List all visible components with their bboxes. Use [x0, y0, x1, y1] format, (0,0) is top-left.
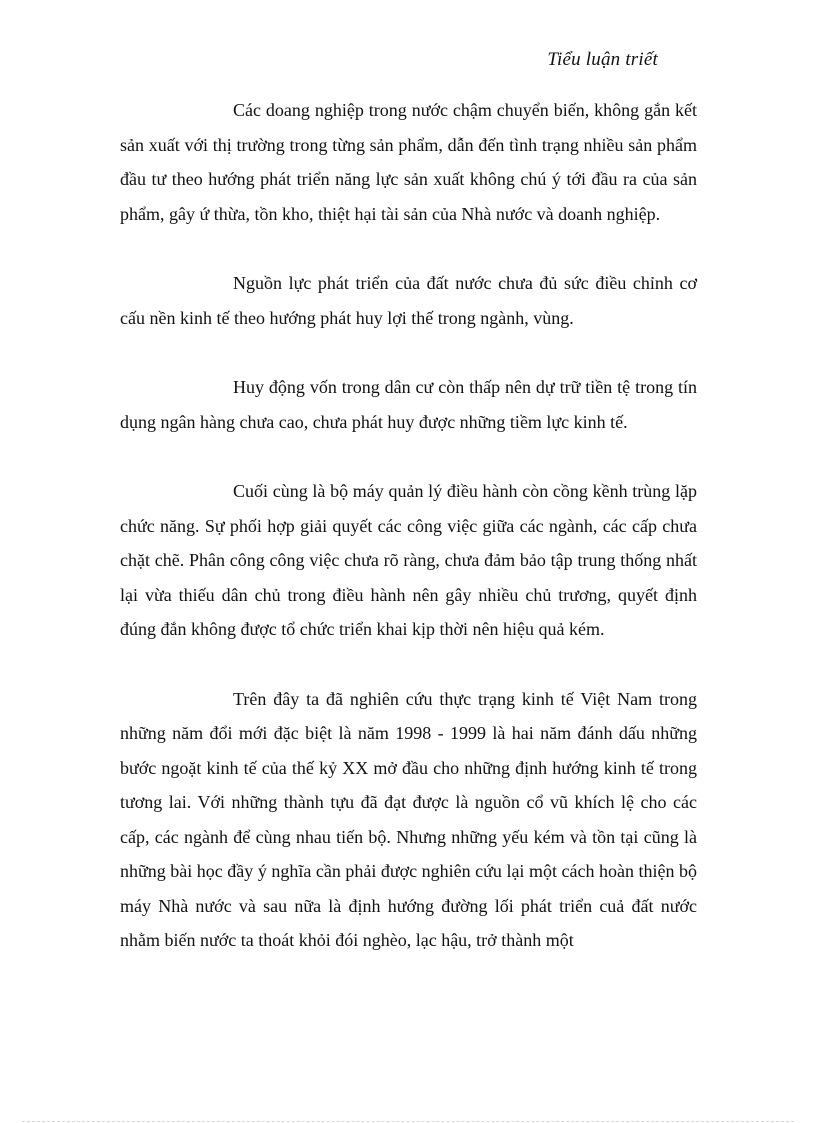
document-body	[120, 93, 697, 958]
page-header: Tiểu luận triết	[547, 49, 658, 70]
paragraph-gap	[120, 439, 697, 474]
paragraph-capital: Huy động vốn trong dân cư còn thấp nên dự trữ tiền tệ trong tín dụng ngân hàng chưa cao, chưa phát huy được những tiềm lực kinh tế.	[120, 377, 697, 432]
paragraph-resources: Nguồn lực phát triển của đất nước chưa đủ sức điều chỉnh cơ cấu nền kinh tế theo hướng phát huy lợi thế trong ngành, vùng.	[120, 273, 697, 328]
paragraph-gap	[120, 231, 697, 266]
paragraph-summary: Trên đây ta đã nghiên cứu thực trạng kinh tế Việt Nam trong những năm đổi mới đặc biệt là năm 1998 - 1999 là hai năm đánh dấu những bước ngoặt kinh tế của thế kỷ XX mở đầu cho những định hướng kinh tế trong tương lai. Với những thành tựu đã đạt được là nguồn cổ vũ khích lệ cho các cấp, các ngành để cùng nhau tiến bộ. Nhưng những yếu kém và tồn tại cũng là những bài học đầy ý nghĩa cần phải được nghiên cứu lại một cách hoàn thiện bộ máy Nhà nước và sau nữa là định hướng đường lối phát triển cuả đất nước nhằm biến nước ta thoát khỏi đói nghèo, lạc hậu, trở thành một	[120, 688, 697, 950]
page-bottom-rule	[22, 1121, 794, 1122]
paragraph-gap	[120, 335, 697, 370]
paragraph-management: Cuối cùng là bộ máy quản lý điều hành còn cồng kềnh trùng lặp chức năng. Sự phối hợp giải quyết các công việc giữa các ngành, các cấp chưa chặt chẽ. Phân công công việc chưa rõ ràng, chưa đảm bảo tập trung thống nhất lại vừa thiếu dân chủ trong điều hành nên gây nhiều chủ trương, quyết định đúng đắn không được tổ chức triển khai kịp thời nên hiệu quả kém.	[120, 481, 697, 639]
paragraph-gap	[120, 647, 697, 682]
paragraph-enterprises: Các doang nghiệp trong nước chậm chuyển biến, không gắn kết sản xuất với thị trường trong từng sản phẩm, dẫn đến tình trạng nhiều sản phẩm đầu tư theo hướng phát triển năng lực sản xuất không chú ý tới đầu ra của sản phẩm, gây ứ thừa, tồn kho, thiệt hại tài sản của Nhà nước và doanh nghiệp.	[120, 100, 697, 224]
